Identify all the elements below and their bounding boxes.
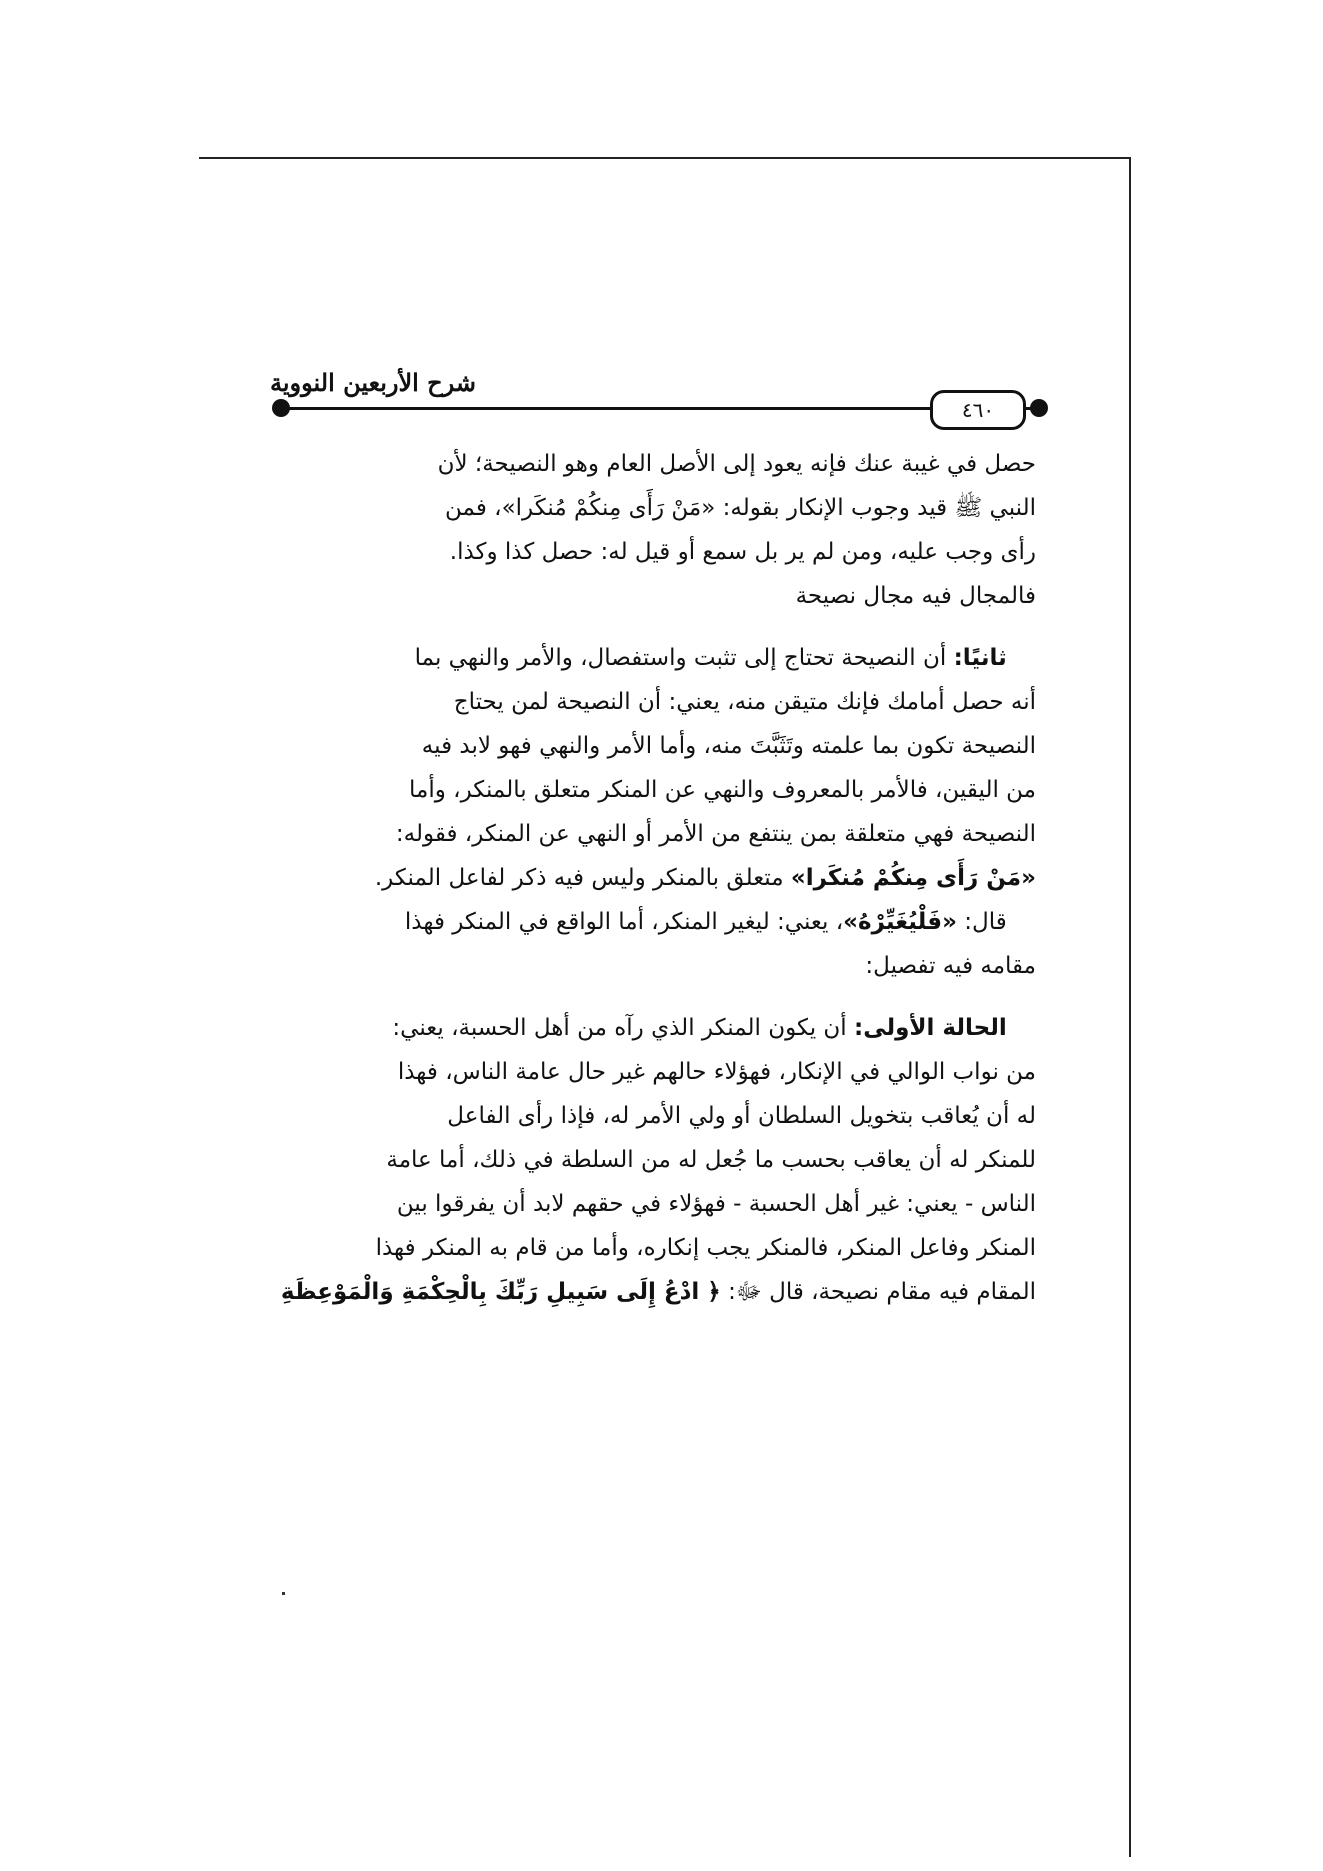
text-line: حصل في غيبة عنك فإنه يعود إلى الأصل العام وهو النصيحة؛ لأن [437,451,1036,477]
hadith-quote: «مَنْ رَأَى مِنكُمْ مُنكَرا» [790,865,1036,891]
text-run: ، يعني: ليغير المنكر، أما الواقع في المنكر فهذا [404,909,844,935]
text-run: قال: [956,909,1007,935]
text-line: فالمجال فيه مجال نصيحة [795,583,1036,609]
lead-phrase-thaniyan: ثانيًا: [953,645,1007,671]
page-number-badge: ٤٦٠ [930,390,1026,430]
text-line [278,1006,1036,1050]
page-frame-right-border [1129,157,1131,1857]
paragraph-gap [278,618,1036,636]
paragraph-gap [278,988,1036,1006]
text-line: مقامه فيه تفصيل: [865,953,1036,979]
text-line: له أن يُعاقب بتخويل السلطان أو ولي الأمر له، فإذا رأى الفاعل [447,1103,1036,1129]
hadith-word: «فَلْيُغَيِّرْهُ» [843,909,957,935]
header-rule-left-dot [272,399,290,417]
running-title: شرح الأربعين النووية [270,368,477,397]
text-line: أنه حصل أمامك فإنك متيقن منه، يعني: أن النصيحة لمن يحتاج [453,689,1036,715]
paragraph-4 [278,1006,1036,1314]
text-run: أن يكون المنكر الذي رآه من أهل الحسبة، يعني: [392,1015,855,1041]
text-run: متعلق بالمنكر وليس فيه ذكر لفاعل المنكر. [374,865,791,891]
text-line [278,1270,1036,1314]
text-line: النصيحة فهي متعلقة بمن ينتفع من الأمر أو النهي عن المنكر، فقوله: [395,821,1036,847]
header-rule-right-dot [1030,399,1048,417]
text-line: رأى وجب عليه، ومن لم ير بل سمع أو قيل له: حصل كذا وكذا. [449,539,1036,565]
body-text [278,442,1036,1314]
paragraph-2 [278,636,1036,900]
paragraph-3 [278,900,1036,988]
text-run: أن النصيحة تحتاج إلى تثبت واستفصال، والأمر والنهي بما [414,645,954,671]
text-line: من اليقين، فالأمر بالمعروف والنهي عن المنكر متعلق بالمنكر، وأما [409,777,1036,803]
paragraph-1 [278,442,1036,618]
text-line [278,636,1036,680]
text-line: النصيحة تكون بما علمته وتَثَبَّتَ منه، وأما الأمر والنهي فهو لابد فيه [421,733,1036,759]
text-line [278,856,1036,900]
page-header [270,364,1040,434]
text-line [278,900,1036,944]
header-rule [282,407,1040,410]
page-frame-top-border [199,157,1131,159]
text-line: للمنكر له أن يعاقب بحسب ما جُعل له من السلطة في ذلك، أما عامة [386,1147,1036,1173]
text-line: النبي ﷺ قيد وجوب الإنكار بقوله: «مَنْ رَأَى مِنكُمْ مُنكَرا»، فمن [445,495,1036,521]
lead-phrase-first-case: الحالة الأولى: [854,1015,1007,1041]
text-line: الناس - يعني: غير أهل الحسبة - فهؤلاء في حقهم لابد أن يفرقوا بين [396,1191,1036,1217]
text-run: المقام فيه مقام نصيحة، قال ﷻ: [720,1279,1036,1305]
text-line: المنكر وفاعل المنكر، فالمنكر يجب إنكاره، وأما من قام به المنكر فهذا [375,1235,1036,1261]
quran-verse: ﴿ ادْعُ إِلَى سَبِيلِ رَبِّكَ بِالْحِكْمَةِ وَالْمَوْعِظَةِ [280,1279,721,1305]
text-line: من نواب الوالي في الإنكار، فهؤلاء حالهم غير حال عامة الناس، فهذا [397,1059,1036,1085]
stray-scan-mark [282,1592,285,1595]
